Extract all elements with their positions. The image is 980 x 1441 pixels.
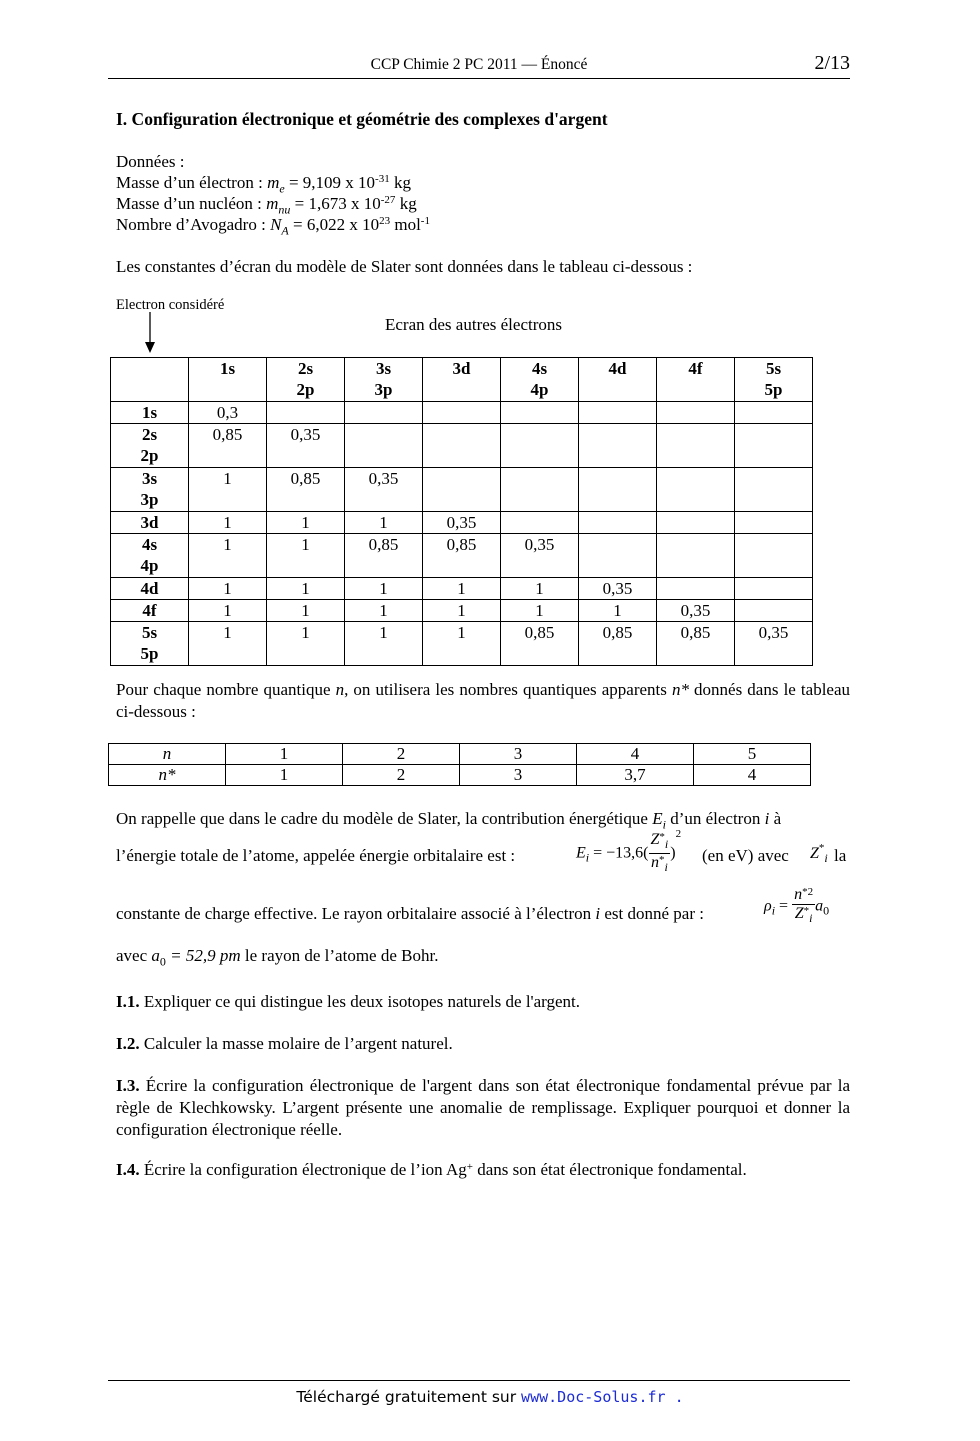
slater-cell — [423, 424, 501, 468]
slater-cell: 1 — [267, 578, 345, 600]
slater-cell: 1 — [345, 512, 423, 534]
slater-cell: 0,85 — [423, 534, 501, 578]
header-title: CCP Chimie 2 PC 2011 — Énoncé — [370, 56, 588, 73]
slater-row-label: 4f — [111, 600, 189, 622]
slater-cell — [735, 424, 813, 468]
nstar-cell: 5 — [694, 744, 811, 765]
slater-cell: 0,35 — [579, 578, 657, 600]
slater-row — [111, 402, 813, 424]
slater-cell: 1 — [189, 578, 267, 600]
slater-cell — [657, 468, 735, 512]
section-title: I. Configuration électronique et géométrie des complexes d'argent — [116, 109, 608, 129]
slater-row — [111, 512, 813, 534]
down-arrow-icon — [140, 312, 160, 354]
nstar-cell: 3 — [460, 765, 577, 786]
slater-cell — [267, 402, 345, 424]
question-4: I.4. Écrire la configuration électronique de l’ion Ag+ dans son état électronique fondamental. — [116, 1160, 747, 1179]
rappel-line-2c: la — [834, 846, 847, 865]
slater-header-cell: 4s 4p — [501, 358, 579, 402]
nstar-cell: 3,7 — [577, 765, 694, 786]
slater-row-label: 3s 3p — [111, 468, 189, 512]
slater-cell: 1 — [423, 600, 501, 622]
slater-cell: 1 — [579, 600, 657, 622]
slater-cell: 0,35 — [501, 534, 579, 578]
slater-cell — [579, 402, 657, 424]
slater-cell — [735, 468, 813, 512]
slater-cell — [735, 512, 813, 534]
nstar-row — [109, 744, 811, 765]
slater-cell — [501, 402, 579, 424]
slater-header-cell: 2s 2p — [267, 358, 345, 402]
footer-divider — [108, 1380, 850, 1381]
nstar-intro: Pour chaque nombre quantique n, on utilisera les nombres quantiques apparents n* donnés dans le tableau ci-dessous : — [116, 680, 851, 721]
slater-cell: 0,85 — [345, 534, 423, 578]
slater-cell — [579, 512, 657, 534]
slater-row-label: 5s 5p — [111, 622, 189, 666]
footer-link[interactable]: www.Doc-Solus.fr — [521, 1388, 666, 1406]
slater-cell — [657, 512, 735, 534]
nstar-cell: 4 — [577, 744, 694, 765]
slater-cell: 1 — [501, 600, 579, 622]
nstar-cell: 4 — [694, 765, 811, 786]
slater-cell: 1 — [267, 512, 345, 534]
slater-header-cell: 4f — [657, 358, 735, 402]
donnees-heading: Données : — [116, 152, 185, 171]
slater-cell: 0,35 — [267, 424, 345, 468]
slater-cell — [345, 424, 423, 468]
slater-header-row — [111, 358, 813, 402]
slater-cell: 1 — [345, 600, 423, 622]
question-3: I.3. Écrire la configuration électronique de l'argent dans son état électronique fondamental prévue par la règle de Klechkowsky. L’argent présente une anomalie de remplissage. Expliquer pourquoi et donner la configuration électronique réelle. — [116, 1076, 850, 1139]
slater-cell — [423, 402, 501, 424]
slater-row — [111, 534, 813, 578]
slater-cell — [501, 468, 579, 512]
slater-cell: 1 — [189, 600, 267, 622]
rappel-line-1: On rappelle que dans le cadre du modèle de Slater, la contribution énergétique $E_i$ d’un électron i à — [116, 809, 782, 832]
nstar-table — [108, 743, 811, 786]
slater-cell — [657, 578, 735, 600]
nstar-row-label: n* — [109, 765, 226, 786]
column-axis-label: Ecran des autres électrons — [385, 315, 562, 334]
slater-cell: 0,35 — [735, 622, 813, 666]
energy-formula: $E_i = -13,6$( $\frac{Z^*_i}{n^*_i}$ )$^2$ — [576, 828, 682, 875]
slater-cell: 0,85 — [579, 622, 657, 666]
slater-row — [111, 600, 813, 622]
slater-cell: 0,35 — [657, 600, 735, 622]
nstar-cell: 2 — [343, 744, 460, 765]
footer-text: Téléchargé gratuitement sur — [296, 1388, 522, 1406]
slater-cell — [501, 512, 579, 534]
slater-cell: 1 — [423, 578, 501, 600]
question-2: I.2. Calculer la masse molaire de l’argent naturel. — [116, 1034, 453, 1053]
slater-cell — [657, 424, 735, 468]
page-number: 2/13 — [814, 52, 850, 74]
slater-header-cell: 3s 3p — [345, 358, 423, 402]
slater-cell: 1 — [267, 534, 345, 578]
donnee-nucleon: Masse d’un nucléon : $m_{nu} = 1,673$ x $10^{-27}$ kg — [116, 194, 417, 217]
row-axis-label: Electron considéré — [116, 297, 225, 313]
rappel-line-3: constante de charge effective. Le rayon orbitalaire associé à l’électron i est donné par : — [116, 904, 704, 923]
donnee-electron: Masse d’un électron : $m_e = 9,109$ x $10^{-31}$ kg — [116, 173, 411, 196]
slater-cell: 0,85 — [189, 424, 267, 468]
slater-cell: 0,85 — [657, 622, 735, 666]
question-1: I.1. Expliquer ce qui distingue les deux isotopes naturels de l'argent. — [116, 992, 581, 1011]
page-footer: Téléchargé gratuitement sur www.Doc-Solus.fr . — [296, 1388, 684, 1406]
slater-header-cell: 3d — [423, 358, 501, 402]
slater-cell: 0,35 — [423, 512, 501, 534]
slater-row — [111, 424, 813, 468]
nstar-cell: 1 — [226, 765, 343, 786]
slater-row-label: 4d — [111, 578, 189, 600]
slater-cell — [501, 424, 579, 468]
slater-row — [111, 578, 813, 600]
slater-cell: 1 — [189, 534, 267, 578]
slater-cell: 1 — [423, 622, 501, 666]
nstar-row — [109, 765, 811, 786]
slater-row — [111, 622, 813, 666]
nstar-cell: 3 — [460, 744, 577, 765]
rappel-line-2a: l’énergie totale de l’atome, appelée énergie orbitalaire est : — [116, 846, 516, 865]
slater-row-label: 3d — [111, 512, 189, 534]
radius-formula: $\rho_i$ = $\frac{n^{*2}}{Z^*_i}$ $a_0$ — [764, 886, 830, 926]
slater-cell: 1 — [345, 578, 423, 600]
slater-header-cell: 4d — [579, 358, 657, 402]
slater-intro: Les constantes d’écran du modèle de Slater sont données dans le tableau ci-dessous : — [116, 257, 693, 276]
nstar-row-label: n — [109, 744, 226, 765]
slater-row — [111, 468, 813, 512]
slater-row-label: 1s — [111, 402, 189, 424]
donnee-avogadro: Nombre d’Avogadro : $N_A = 6,022$ x $10^{23}$ mol$^{-1}$ — [116, 215, 430, 238]
slater-cell — [735, 402, 813, 424]
slater-cell — [579, 424, 657, 468]
slater-cell: 0,35 — [345, 468, 423, 512]
slater-cell — [579, 468, 657, 512]
slater-cell — [423, 468, 501, 512]
page-header — [108, 52, 850, 79]
slater-table — [110, 357, 813, 666]
slater-cell — [735, 600, 813, 622]
slater-header-cell — [111, 358, 189, 402]
slater-cell — [657, 534, 735, 578]
slater-cell — [345, 402, 423, 424]
rappel-line-2b: (en eV) avec — [702, 846, 789, 865]
slater-cell: 0,85 — [267, 468, 345, 512]
slater-cell: 1 — [501, 578, 579, 600]
slater-cell — [735, 534, 813, 578]
nstar-cell: 2 — [343, 765, 460, 786]
rappel-line-4: avec $a_0 = 52,9$ pm le rayon de l’atome de Bohr. — [116, 946, 439, 969]
slater-cell — [735, 578, 813, 600]
slater-cell: 0,85 — [501, 622, 579, 666]
slater-header-cell: 1s — [189, 358, 267, 402]
slater-row-label: 2s 2p — [111, 424, 189, 468]
slater-cell: 1 — [267, 600, 345, 622]
slater-header-cell: 5s 5p — [735, 358, 813, 402]
nstar-cell: 1 — [226, 744, 343, 765]
zstar-symbol: $Z^*_i$ — [810, 842, 828, 866]
slater-cell: 1 — [189, 622, 267, 666]
slater-cell — [579, 534, 657, 578]
slater-cell — [657, 402, 735, 424]
slater-cell: 0,3 — [189, 402, 267, 424]
slater-cell: 1 — [267, 622, 345, 666]
slater-row-label: 4s 4p — [111, 534, 189, 578]
slater-cell: 1 — [189, 512, 267, 534]
slater-cell: 1 — [189, 468, 267, 512]
slater-cell: 1 — [345, 622, 423, 666]
